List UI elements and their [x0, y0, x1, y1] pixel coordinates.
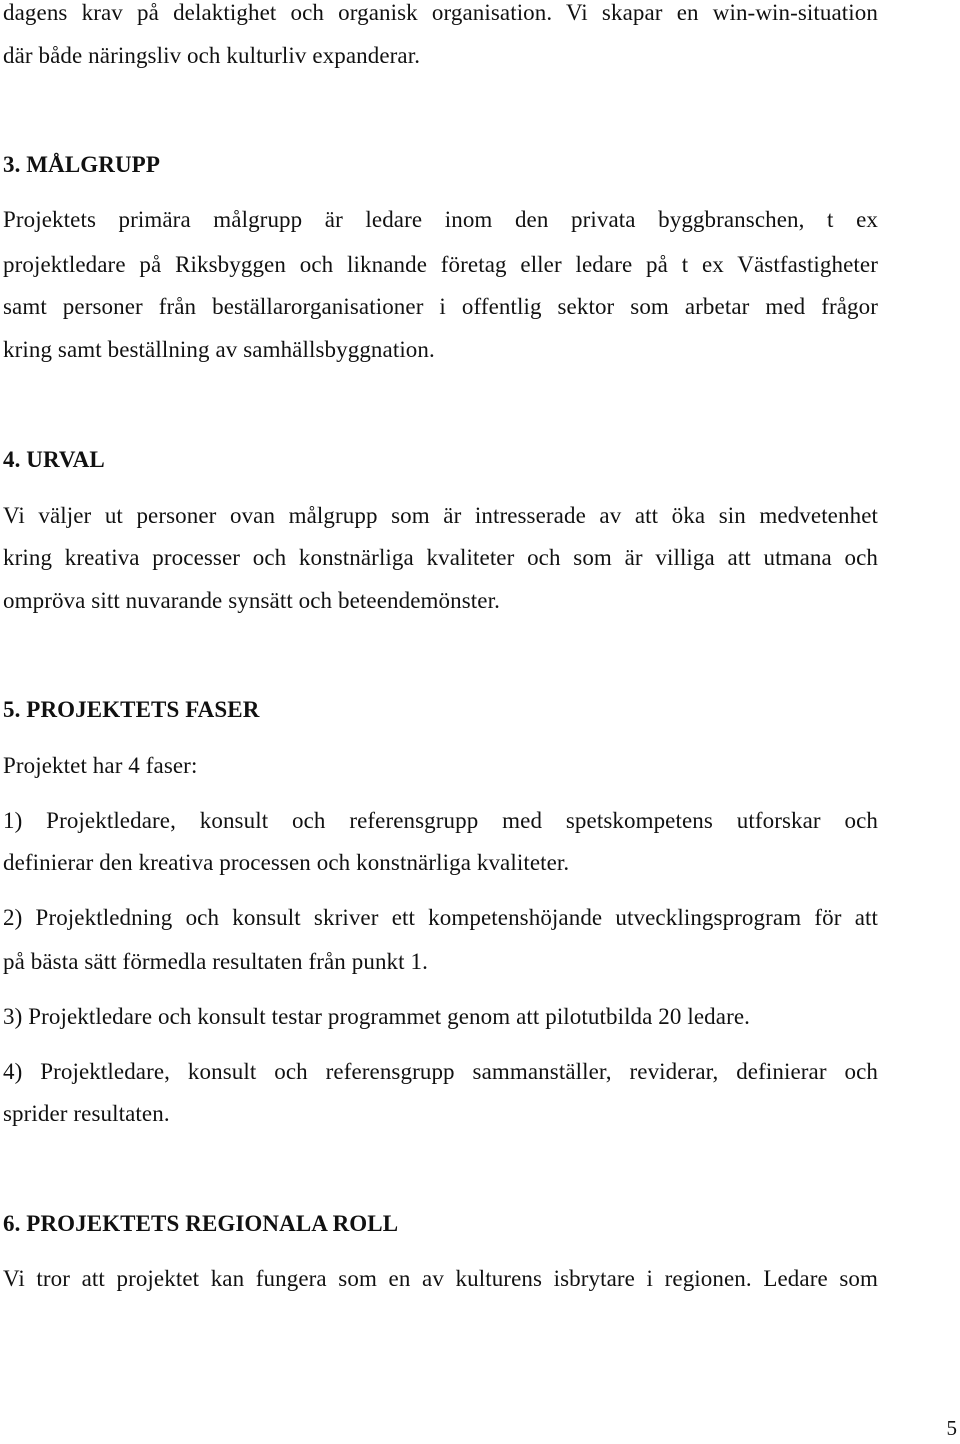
phase-item: 4) Projektledare, konsult och referensgrupp sammanställer, reviderar, definierar och — [3, 1059, 878, 1084]
phase-item: 3) Projektledare och konsult testar programmet genom att pilotutbilda 20 ledare. — [3, 1004, 750, 1029]
paragraph-line: Vi väljer ut personer ovan målgrupp som är intresserade av att öka sin medvetenhet — [3, 503, 878, 528]
section-heading-malgrupp: 3. MÅLGRUPP — [3, 152, 160, 177]
intro-line: dagens krav på delaktighet och organisk organisation. Vi skapar en win-win-situation — [3, 0, 878, 25]
page-number: 5 — [946, 1416, 957, 1440]
phase-item: 2) Projektledning och konsult skriver ett kompetenshöjande utvecklingsprogram för att — [3, 905, 878, 930]
paragraph-line: kring kreativa processer och konstnärliga kvaliteter och som är villiga att utmana och — [3, 545, 878, 570]
paragraph-line: samt personer från beställarorganisationer i offentlig sektor som arbetar med frågor — [3, 294, 878, 319]
phase-item: på bästa sätt förmedla resultaten från punkt 1. — [3, 949, 428, 974]
paragraph-line: projektledare på Riksbyggen och liknande företag eller ledare på t ex Västfastigheter — [3, 252, 878, 277]
section-heading-regionala-roll: 6. PROJEKTETS REGIONALA ROLL — [3, 1211, 399, 1236]
intro-line: där både näringsliv och kulturliv expanderar. — [3, 43, 421, 68]
phases-intro: Projektet har 4 faser: — [3, 753, 198, 778]
phase-item: 1) Projektledare, konsult och referensgrupp med spetskompetens utforskar och — [3, 808, 878, 833]
section-heading-projektets-faser: 5. PROJEKTETS FASER — [3, 697, 260, 722]
phase-item: sprider resultaten. — [3, 1101, 170, 1126]
paragraph-line: ompröva sitt nuvarande synsätt och beteendemönster. — [3, 588, 500, 613]
section-heading-urval: 4. URVAL — [3, 447, 105, 472]
paragraph-line: Projektets primära målgrupp är ledare inom den privata byggbranschen, t ex — [3, 207, 878, 232]
phase-item: definierar den kreativa processen och konstnärliga kvaliteter. — [3, 850, 570, 875]
paragraph-line: kring samt beställning av samhällsbyggnation. — [3, 337, 435, 362]
paragraph-line: Vi tror att projektet kan fungera som en av kulturens isbrytare i regionen. Ledare som — [3, 1266, 878, 1291]
